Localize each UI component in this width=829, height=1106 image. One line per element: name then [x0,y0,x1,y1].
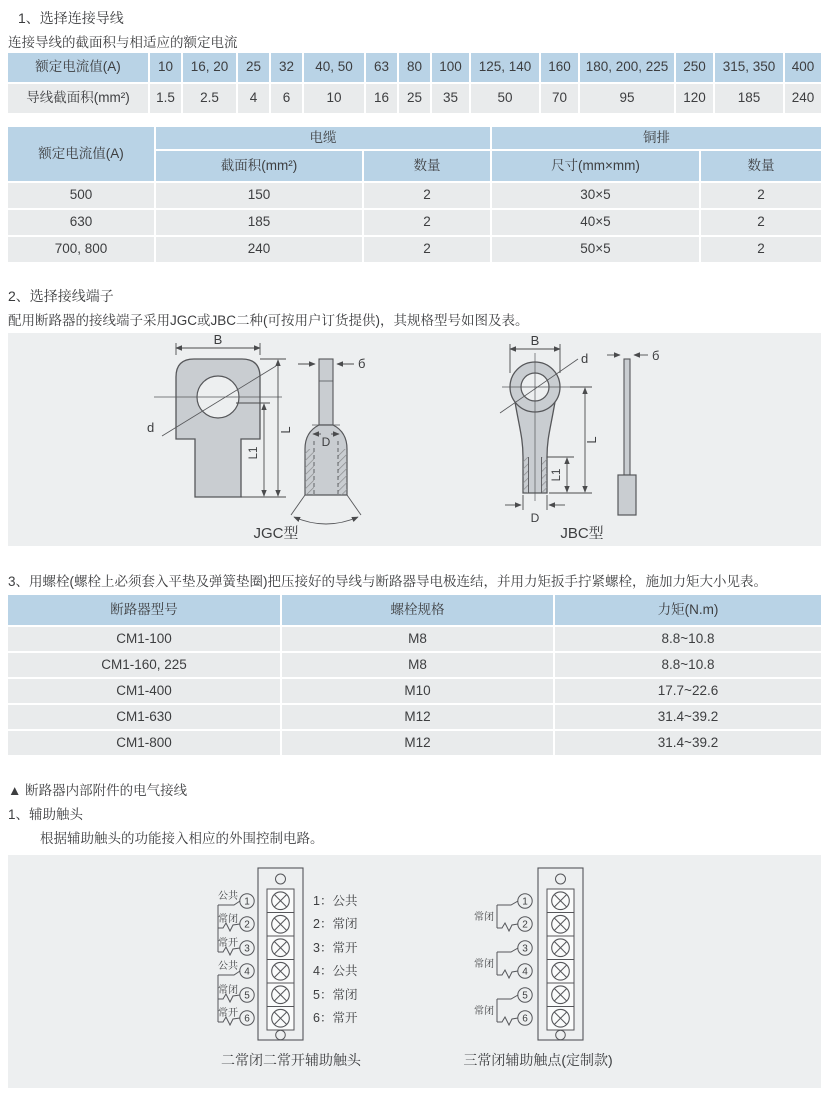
aux-contact-svg [8,855,821,1088]
legend-item: 5：常闭 [313,988,358,1002]
jgc-dim-d: d [147,420,155,435]
table-cell: CM1-100 [8,627,280,651]
jgc-type-label: JGC型 [253,525,299,542]
table-cell: 63 [366,53,397,82]
terminal-number: 2 [522,919,528,931]
table-cell: 2 [701,210,821,235]
table-cell: M12 [282,705,553,729]
table-cell: CM1-160, 225 [8,653,280,677]
terminal-number: 4 [244,966,250,978]
terminal-number: 4 [522,966,528,978]
table-cell: 180, 200, 225 [580,53,674,82]
section4-sub: 1、辅助触头 [8,807,84,822]
table-cell: 250 [676,53,713,82]
table-cell: 185 [156,210,362,235]
section1-subtext: 连接导线的截面积与相适应的额定电流 [8,35,238,50]
t3-header-torque: 力矩(N.m) [555,595,821,625]
terminal-number: 6 [522,1013,528,1025]
jbc-dim-L1: L1 [551,468,563,482]
t2-col-qty1: 数量 [364,151,490,181]
jgc-dim-thickness: б [358,356,366,371]
aux-contact-panel [8,855,821,1088]
wire-label: 公共 [218,961,238,972]
section2-text: 配用断路器的接线端子采用JGC或JBC二种(可按用户订货提供)，其规格型号如图及表。 [8,313,529,328]
table-cell: 240 [156,237,362,262]
wire-label: 常闭 [218,914,238,925]
terminal-number: 3 [244,943,250,955]
table-cell: 25 [238,53,269,82]
t1-row1-label: 额定电流值(A) [8,53,148,82]
group-label: 常闭 [474,1006,494,1017]
jgc-front-view [154,359,282,497]
table-cell: 40×5 [492,210,699,235]
section4-heading: ▲ 断路器内部附件的电气接线 [8,783,188,798]
table-cell: M12 [282,731,553,755]
jbc-dim-L: L [584,436,599,444]
table-cell: 240 [785,84,821,113]
table-cell: 10 [304,84,364,113]
jgc-dim-L: L [278,426,293,434]
jbc-dim-thickness: б [652,348,660,363]
table-cell: 4 [238,84,269,113]
jgc-dim-L1: L1 [248,446,260,460]
table-cell: 2 [701,183,821,208]
terminal-number: 5 [244,990,250,1002]
t2-group-busbar: 铜排 [492,127,821,149]
table-cell: 8.8~10.8 [555,653,821,677]
terminal-number: 1 [244,896,250,908]
table-cell: 50×5 [492,237,699,262]
aux-right-caption: 三常闭辅助触点(定制款) [463,1052,613,1068]
table-cell: 150 [156,183,362,208]
table-cell: 2.5 [183,84,236,113]
table-cell: 2 [364,210,490,235]
table-cell: 25 [399,84,430,113]
t2-col-current: 额定电流值(A) [8,127,154,181]
jbc-dim-D: D [530,511,540,525]
t2-col-size: 尺寸(mm×mm) [492,151,699,181]
section1-heading: 1、选择连接导线 [18,10,124,26]
jbc-dim-d: d [581,351,589,366]
table-cell: CM1-400 [8,679,280,703]
cable-busbar-table [8,127,821,262]
legend-item: 3：常开 [313,941,358,955]
t3-header-bolt: 螺栓规格 [282,595,553,625]
terminal-drawings-panel [8,333,821,546]
table-cell: 17.7~22.6 [555,679,821,703]
table-cell: 500 [8,183,154,208]
table-cell: 1.5 [150,84,181,113]
table-cell: 31.4~39.2 [555,705,821,729]
section2-heading: 2、选择接线端子 [8,288,114,304]
section4-text: 根据辅助触头的功能接入相应的外围控制电路。 [40,831,324,846]
table-cell: M10 [282,679,553,703]
jbc-front-view [500,353,578,501]
section3-text: 3、用螺栓(螺栓上必须套入平垫及弹簧垫圈)把压接好的导线与断路器导电极连结，并用力矩扳手拧紧螺栓，施加力矩大小见表。 [8,574,767,589]
table-cell: 35 [432,84,469,113]
terminal-number: 2 [244,919,250,931]
aux-right-wiring [497,894,532,1025]
table-cell: 32 [271,53,302,82]
t2-group-cable: 电缆 [156,127,490,149]
table-cell: M8 [282,653,553,677]
table-cell: 2 [364,237,490,262]
group-label: 常闭 [474,912,494,923]
legend-item: 6：常开 [313,1011,358,1025]
table-cell: 2 [701,237,821,262]
wire-label: 公共 [218,891,238,902]
table-cell: 125, 140 [471,53,539,82]
jbc-dim-B: B [530,333,540,348]
terminal-number: 5 [522,990,528,1002]
t1-row2-label: 导线截面积(mm²) [8,84,148,113]
jbc-type-label: JBC型 [560,525,604,542]
table-cell: 50 [471,84,539,113]
table-cell: CM1-800 [8,731,280,755]
table-cell: 70 [541,84,578,113]
table-cell: 185 [715,84,783,113]
wire-current-table [8,53,821,113]
terminal-drawings-svg [8,333,821,546]
table-cell: 30×5 [492,183,699,208]
table-cell: CM1-630 [8,705,280,729]
table-cell: 40, 50 [304,53,364,82]
table-cell: M8 [282,627,553,651]
table-cell: 31.4~39.2 [555,731,821,755]
jgc-dim-D: D [321,435,331,449]
aux-left-caption: 二常闭二常开辅助触头 [221,1052,361,1068]
table-cell: 2 [364,183,490,208]
table-cell: 16, 20 [183,53,236,82]
legend-item: 2：常闭 [313,917,358,931]
table-cell: 315, 350 [715,53,783,82]
legend-item: 1：公共 [313,894,358,908]
wire-label: 常闭 [218,985,238,996]
wire-label: 常开 [218,938,238,949]
wire-label: 常开 [218,1008,238,1019]
table-cell: 400 [785,53,821,82]
table-cell: 630 [8,210,154,235]
table-cell: 80 [399,53,430,82]
terminal-number: 6 [244,1013,250,1025]
t2-col-qty2: 数量 [701,151,821,181]
t3-header-model: 断路器型号 [8,595,280,625]
terminal-number: 1 [522,896,528,908]
table-cell: 95 [580,84,674,113]
legend-item: 4：公共 [313,964,358,978]
table-cell: 8.8~10.8 [555,627,821,651]
table-cell: 6 [271,84,302,113]
table-cell: 16 [366,84,397,113]
table-cell: 100 [432,53,469,82]
table-cell: 160 [541,53,578,82]
bolt-torque-table [8,595,821,755]
table-cell: 10 [150,53,181,82]
t2-col-area: 截面积(mm²) [156,151,362,181]
jbc-side-view [618,359,636,515]
table-cell: 120 [676,84,713,113]
group-label: 常闭 [474,959,494,970]
jgc-dim-B: B [213,333,223,347]
terminal-number: 3 [522,943,528,955]
table-cell: 700, 800 [8,237,154,262]
